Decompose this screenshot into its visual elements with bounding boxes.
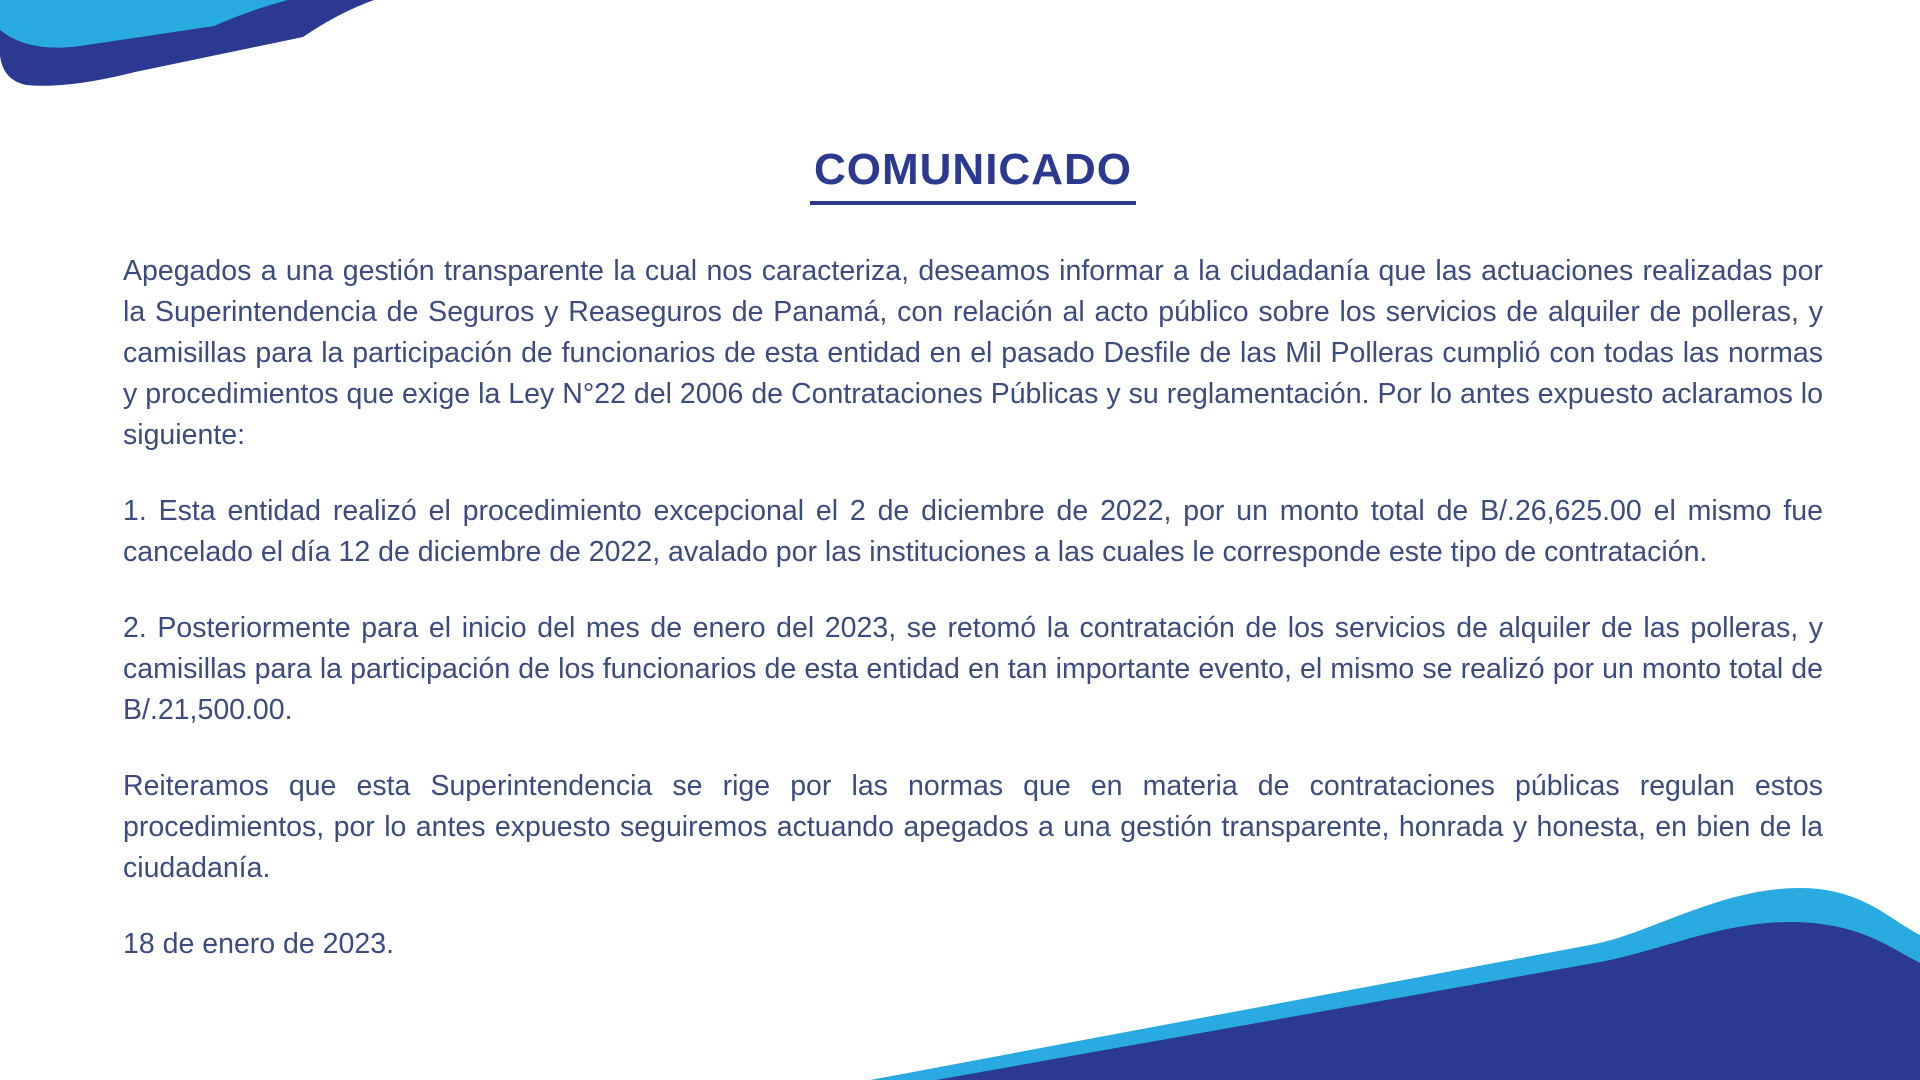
page-title: COMUNICADO <box>810 140 1136 205</box>
date-line: 18 de enero de 2023. <box>123 928 394 961</box>
title-row <box>123 140 1823 205</box>
document-content <box>123 0 1823 965</box>
numbered-item-1: 1. Esta entidad realizó el procedimiento excepcional el 2 de diciembre de 2022, por un monto total de B/.26,625.00 el mismo fue cancelado el día 12 de diciembre de 2022, avalado por las instituciones a las cuales le corresponde este tipo de contratación. <box>123 495 1823 569</box>
intro-paragraph: Apegados a una gestión transparente la cual nos caracteriza, deseamos informar a la ciudadanía que las actuaciones realizadas por la Superintendencia de Seguros y Reaseguros de Panamá, con relación al acto público sobre los servicios de alquiler de polleras, y camisillas para la participación de funcionarios de esta entidad en el pasado Desfile de las Mil Polleras cumplió con todas las normas y procedimientos que exige la Ley N°22 del 2006 de Contrataciones Públicas y su reglamentación. Por lo antes expuesto aclaramos lo siguiente: <box>123 255 1823 452</box>
numbered-item-2: 2. Posteriormente para el inicio del mes de enero del 2023, se retomó la contratación de los servicios de alquiler de las polleras, y camisillas para la participación de los funcionarios de esta entidad en tan importante evento, el mismo se realizó por un monto total de B/.21,500.00. <box>123 612 1823 727</box>
document-body <box>123 251 1823 965</box>
closing-paragraph: Reiteramos que esta Superintendencia se rige por las normas que en materia de contrataciones públicas regulan estos procedimientos, por lo antes expuesto seguiremos actuando apegados a una gestión transparente, honrada y honesta, en bien de la ciudadanía. <box>123 770 1823 885</box>
